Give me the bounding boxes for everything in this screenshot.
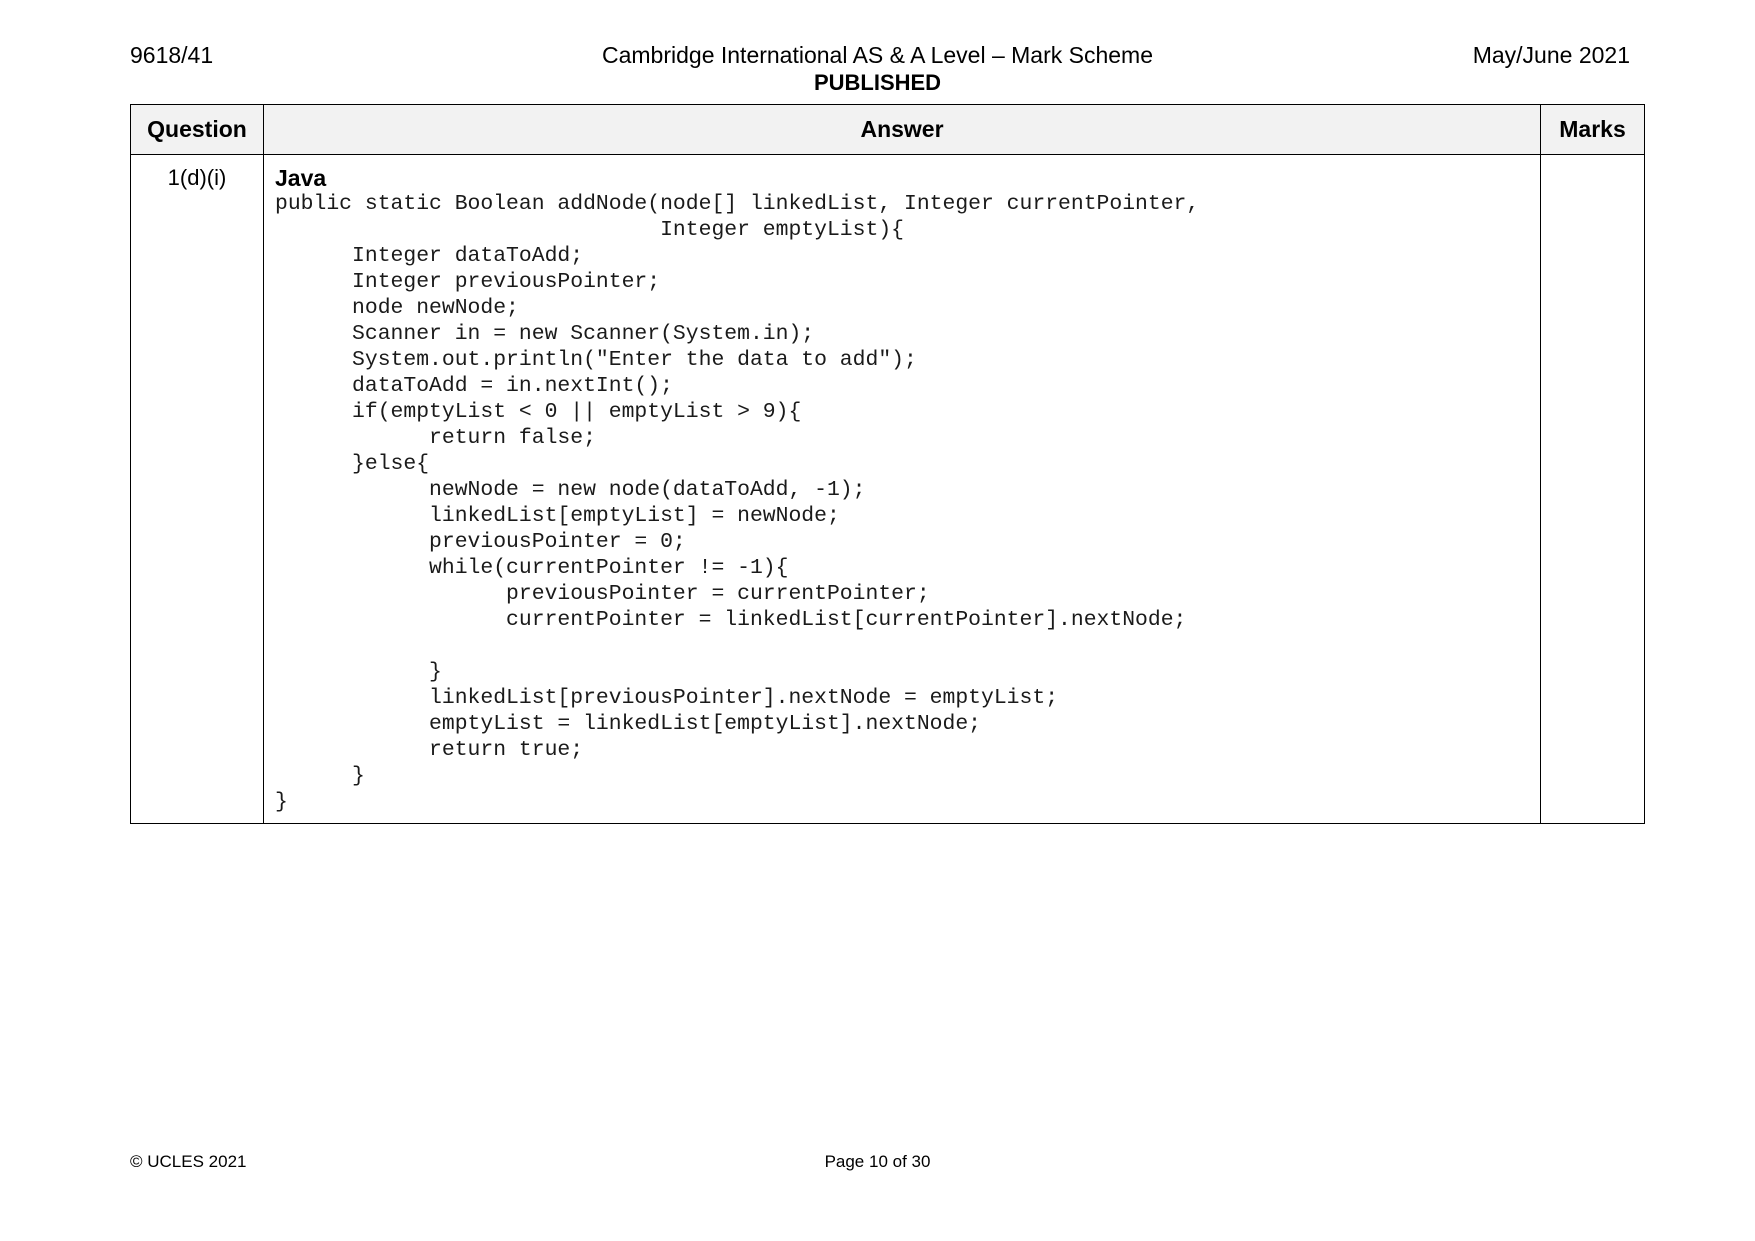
status-label: PUBLISHED (813, 70, 942, 95)
column-header-answer: Answer (264, 105, 1541, 155)
marks-cell (1541, 155, 1645, 824)
page-number: Page 10 of 30 (824, 1152, 931, 1171)
code-listing: public static Boolean addNode(node[] linkedList, Integer currentPointer, Integer emptyList){ Integer dataToAdd; Integer previousPointer; node newNode; Scanner in = new Scanner(System.in); System.out.println("Enter the data to add"); dataToAdd = in.nextInt(); if(emptyList < 0 || emptyList > 9){ return false; }else{ newNode = new node(dataToAdd, -1); linkedList[emptyList] = newNode; previousPointer = 0; while(currentPointer != -1){ previousPointer = currentPointer; currentPointer = linkedList[currentPointer].nextNode; } linkedList[previousPointer].nextNode = emptyList; emptyList = linkedList[emptyList].nextNode; return true; } } (275, 192, 1200, 814)
exam-session: May/June 2021 (1472, 42, 1630, 68)
question-number: 1(d)(i) (131, 155, 264, 824)
column-header-question: Question (131, 105, 264, 155)
answer-cell (264, 155, 1541, 824)
copyright: © UCLES 2021 (130, 1152, 247, 1171)
column-header-marks: Marks (1541, 105, 1645, 155)
document-title: Cambridge International AS & A Level – Mark Scheme (601, 42, 1154, 68)
paper-code: 9618/41 (130, 42, 214, 68)
table-header-row (131, 105, 1645, 155)
table-row (131, 155, 1645, 824)
answer-language: Java (275, 165, 327, 191)
mark-scheme-table (130, 104, 1645, 824)
